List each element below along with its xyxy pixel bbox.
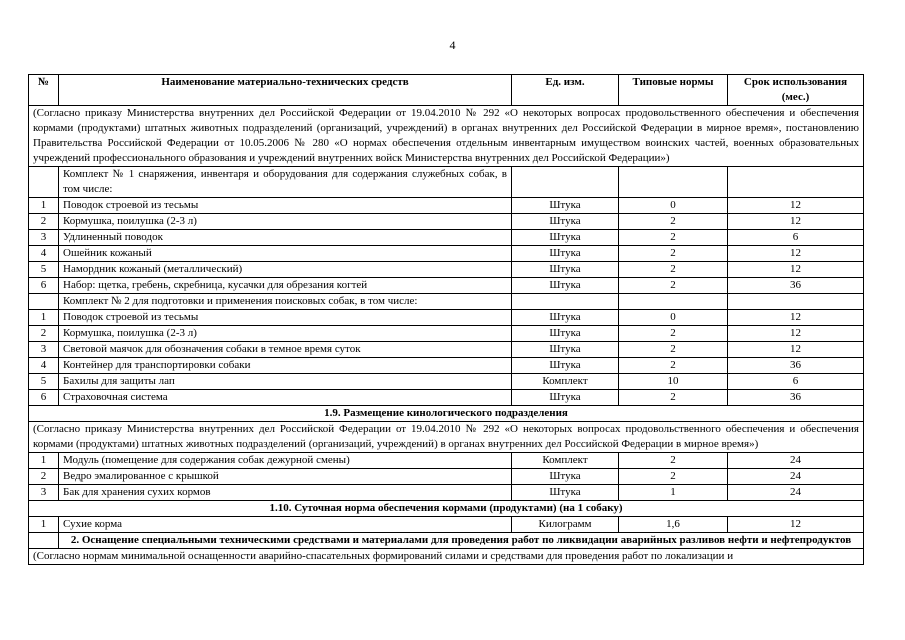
item-term: 12 — [728, 310, 864, 326]
column-header-unit: Ед. изм. — [512, 75, 619, 106]
section-heading-1-9-row — [29, 406, 864, 422]
item-unit: Килограмм — [512, 517, 619, 533]
item-number: 2 — [29, 214, 59, 230]
table-header-row — [29, 75, 864, 106]
item-term: 12 — [728, 246, 864, 262]
table-row — [29, 374, 864, 390]
item-unit: Штука — [512, 198, 619, 214]
item-unit: Штука — [512, 246, 619, 262]
empty-cell — [512, 167, 619, 198]
section-heading-1-10-row — [29, 501, 864, 517]
regulation-note-2-row — [29, 422, 864, 453]
table-row — [29, 517, 864, 533]
table-row — [29, 326, 864, 342]
item-number: 2 — [29, 326, 59, 342]
item-unit: Штука — [512, 278, 619, 294]
item-number: 4 — [29, 358, 59, 374]
item-term: 6 — [728, 230, 864, 246]
item-unit: Штука — [512, 230, 619, 246]
item-unit: Комплект — [512, 374, 619, 390]
item-norm: 2 — [619, 342, 728, 358]
item-number: 3 — [29, 342, 59, 358]
empty-cell — [728, 167, 864, 198]
table-row — [29, 453, 864, 469]
item-number: 1 — [29, 517, 59, 533]
item-unit: Штука — [512, 485, 619, 501]
item-norm: 2 — [619, 246, 728, 262]
kit-2-heading: Комплект № 2 для подготовки и применения поисковых собак, в том числе: — [59, 294, 512, 310]
regulation-note-row — [29, 106, 864, 167]
item-term: 36 — [728, 278, 864, 294]
page-number: 4 — [449, 38, 456, 52]
item-term: 12 — [728, 262, 864, 278]
section-heading-2-row — [29, 533, 864, 549]
empty-cell — [728, 294, 864, 310]
kit-2-heading-row — [29, 294, 864, 310]
regulation-note-3: (Согласно нормам минимальной оснащенности аварийно-спасательных формирований силами и средствами для проведения работ по локализации и — [29, 549, 864, 565]
item-term: 12 — [728, 342, 864, 358]
empty-cell — [512, 294, 619, 310]
item-name: Контейнер для транспортировки собаки — [59, 358, 512, 374]
item-name: Ведро эмалированное с крышкой — [59, 469, 512, 485]
item-norm: 2 — [619, 453, 728, 469]
item-term: 24 — [728, 453, 864, 469]
item-norm: 1,6 — [619, 517, 728, 533]
column-header-number: № — [29, 75, 59, 106]
table-row — [29, 358, 864, 374]
item-number: 6 — [29, 278, 59, 294]
item-name: Намордник кожаный (металлический) — [59, 262, 512, 278]
item-number: 1 — [29, 453, 59, 469]
item-term: 36 — [728, 390, 864, 406]
item-number: 3 — [29, 230, 59, 246]
item-term: 12 — [728, 326, 864, 342]
table-row — [29, 214, 864, 230]
item-name: Бак для хранения сухих кормов — [59, 485, 512, 501]
table-row — [29, 485, 864, 501]
table-row — [29, 390, 864, 406]
item-norm: 0 — [619, 198, 728, 214]
empty-cell — [29, 294, 59, 310]
table-row — [29, 469, 864, 485]
item-number: 3 — [29, 485, 59, 501]
item-number: 5 — [29, 262, 59, 278]
item-number: 4 — [29, 246, 59, 262]
regulation-note: (Согласно приказу Министерства внутренних дел Российской Федерации от 19.04.2010 № 292 «О некоторых вопросах продовольственного обеспечения и обеспечения кормами (продуктами) штатных животных подразделений (организаций, учреждений) в органах внутренних дел Российской Федерации в мирное время», постановлению Правительства Российской Федерации от 10.05.2006 № 280 «О нормах обеспечения отдельным инвентарным имуществом воинских частей, военных образовательных учреждений профессионального образования и учреждений внутренних войск Министерства внутренних дел Российской Федерации») — [29, 106, 864, 167]
empty-cell — [619, 167, 728, 198]
item-unit: Комплект — [512, 453, 619, 469]
item-name: Световой маячок для обозначения собаки в темное время суток — [59, 342, 512, 358]
item-norm: 2 — [619, 278, 728, 294]
empty-cell — [619, 294, 728, 310]
item-name: Кормушка, поилушка (2-3 л) — [59, 214, 512, 230]
item-norm: 2 — [619, 358, 728, 374]
item-unit: Штука — [512, 342, 619, 358]
item-name: Поводок строевой из тесьмы — [59, 310, 512, 326]
empty-cell — [29, 533, 59, 549]
item-name: Удлиненный поводок — [59, 230, 512, 246]
item-norm: 2 — [619, 390, 728, 406]
item-name: Модуль (помещение для содержания собак дежурной смены) — [59, 453, 512, 469]
item-term: 24 — [728, 485, 864, 501]
item-number: 1 — [29, 198, 59, 214]
item-unit: Штука — [512, 326, 619, 342]
item-unit: Штука — [512, 469, 619, 485]
kit-1-heading: Комплект № 1 снаряжения, инвентаря и оборудования для содержания служебных собак, в том числе: — [59, 167, 512, 198]
item-name: Бахилы для защиты лап — [59, 374, 512, 390]
item-name: Сухие корма — [59, 517, 512, 533]
item-number: 2 — [29, 469, 59, 485]
item-number: 1 — [29, 310, 59, 326]
column-header-name: Наименование материально-технических средств — [59, 75, 512, 106]
section-heading-2: 2. Оснащение специальными техническими средствами и материалами для проведения работ по ликвидации аварийных разливов нефти и нефтепродуктов — [59, 533, 864, 549]
item-norm: 2 — [619, 230, 728, 246]
materials-table — [28, 74, 864, 565]
item-name: Кормушка, поилушка (2-3 л) — [59, 326, 512, 342]
section-heading-1-10: 1.10. Суточная норма обеспечения кормами (продуктами) (на 1 собаку) — [29, 501, 864, 517]
regulation-note-2: (Согласно приказу Министерства внутренних дел Российской Федерации от 19.04.2010 № 292 «О некоторых вопросах продовольственного обеспечения и обеспечения кормами (продуктами) штатных животных подразделений (организаций, учреждений) в органах внутренних дел Российской Федерации в мирное время») — [29, 422, 864, 453]
item-norm: 2 — [619, 469, 728, 485]
item-norm: 2 — [619, 326, 728, 342]
item-unit: Штука — [512, 390, 619, 406]
item-term: 6 — [728, 374, 864, 390]
item-norm: 2 — [619, 214, 728, 230]
item-term: 36 — [728, 358, 864, 374]
item-unit: Штука — [512, 310, 619, 326]
column-header-norm: Типовые нормы — [619, 75, 728, 106]
item-number: 6 — [29, 390, 59, 406]
item-term: 24 — [728, 469, 864, 485]
kit-1-heading-row — [29, 167, 864, 198]
item-unit: Штука — [512, 262, 619, 278]
table-row — [29, 310, 864, 326]
empty-cell — [29, 167, 59, 198]
item-name: Ошейник кожаный — [59, 246, 512, 262]
column-header-term: Срок использования (мес.) — [728, 75, 864, 106]
item-name: Страховочная система — [59, 390, 512, 406]
table-row — [29, 262, 864, 278]
item-name: Поводок строевой из тесьмы — [59, 198, 512, 214]
item-term: 12 — [728, 517, 864, 533]
item-term: 12 — [728, 214, 864, 230]
item-term: 12 — [728, 198, 864, 214]
table-row — [29, 278, 864, 294]
item-norm: 2 — [619, 262, 728, 278]
item-norm: 0 — [619, 310, 728, 326]
table-row — [29, 198, 864, 214]
item-number: 5 — [29, 374, 59, 390]
item-norm: 10 — [619, 374, 728, 390]
table-row — [29, 230, 864, 246]
item-name: Набор: щетка, гребень, скребница, кусачки для обрезания когтей — [59, 278, 512, 294]
item-norm: 1 — [619, 485, 728, 501]
regulation-note-3-row — [29, 549, 864, 565]
table-row — [29, 246, 864, 262]
section-heading-1-9: 1.9. Размещение кинологического подразделения — [29, 406, 864, 422]
item-unit: Штука — [512, 358, 619, 374]
table-row — [29, 342, 864, 358]
table-body — [29, 106, 864, 565]
item-unit: Штука — [512, 214, 619, 230]
